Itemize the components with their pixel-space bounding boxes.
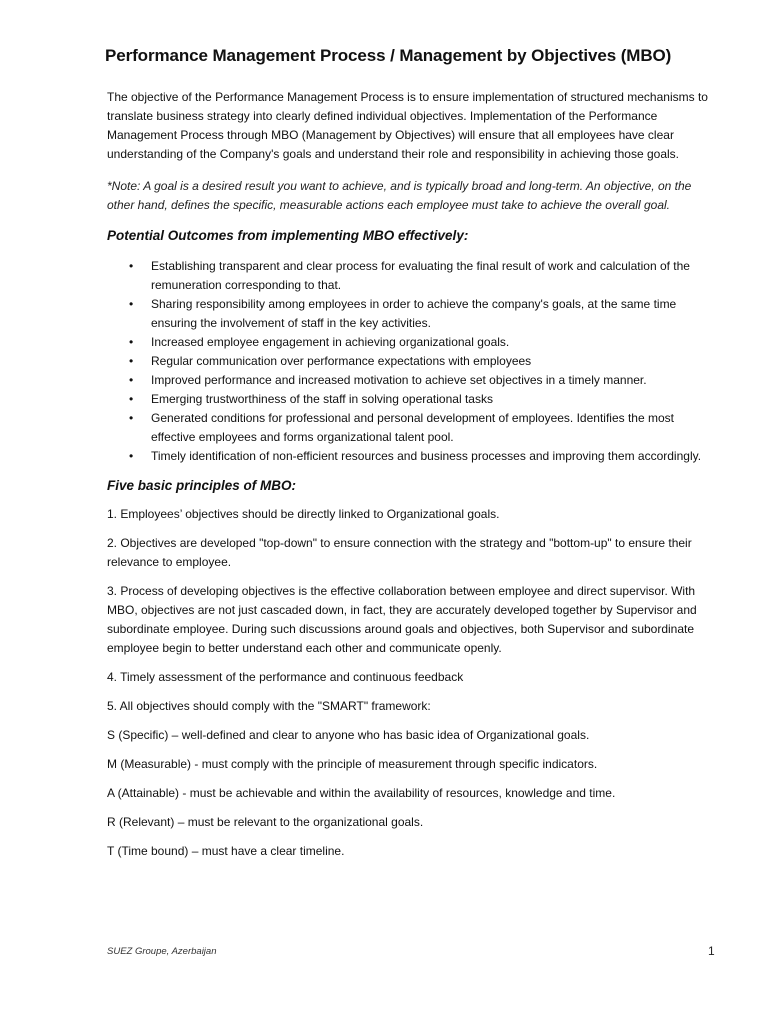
outcome-text: Improved performance and increased motivation to achieve set objectives in a timely manner. [151, 373, 647, 387]
outcome-text: Increased employee engagement in achieving organizational goals. [151, 335, 510, 349]
list-item [107, 333, 715, 352]
smart-item-relevant: R (Relevant) – must be relevant to the organizational goals. [107, 815, 424, 829]
document-page [107, 46, 715, 871]
principle-item: 2. Objectives are developed "top-down" to ensure connection with the strategy and "bottom-up" to ensure their relevance to employee. [107, 536, 692, 569]
note-paragraph: *Note: A goal is a desired result you want to achieve, and is typically broad and long-term. An objective, on the other hand, defines the specific, measurable actions each employee must take to achieve the overall goal. [107, 179, 692, 212]
bullet-icon: • [129, 335, 134, 349]
outcome-text: Timely identification of non-efficient resources and business processes and improving them accordingly. [151, 449, 702, 463]
smart-item-specific: S (Specific) – well-defined and clear to anyone who has basic idea of Organizational goals. [107, 728, 590, 742]
outcome-text: Generated conditions for professional and personal development of employees. Identifies the most effective employees and forms organizational talent pool. [151, 411, 674, 444]
principle-item: 3. Process of developing objectives is the effective collaboration between employee and direct supervisor. With MBO, objectives are not just cascaded down, in fact, they are accurately developed together by Supervisor and subordinate employee. During such discussions around goals and objectives, both Supervisor and subordinate employee begin to better understand each other and communicate openly. [107, 584, 697, 655]
list-item [107, 352, 715, 371]
principle-item: 4. Timely assessment of the performance and continuous feedback [107, 670, 464, 684]
principle-item: 5. All objectives should comply with the "SMART" framework: [107, 699, 431, 713]
smart-item-time-bound: T (Time bound) – must have a clear timeline. [107, 844, 345, 858]
bullet-icon: • [129, 449, 134, 463]
intro-paragraph: The objective of the Performance Management Process is to ensure implementation of structured mechanisms to translate business strategy into clearly defined individual objectives. Implementation of the Performance Management Process through MBO (Management by Objectives) will ensure that all employees have clear understanding of the Company's goals and understand their role and responsibility in achieving those goals. [107, 90, 708, 161]
list-item [107, 390, 715, 409]
page-title: Performance Management Process / Management by Objectives (MBO) [105, 46, 672, 65]
bullet-icon: • [129, 259, 134, 273]
list-item [107, 295, 715, 333]
outcomes-list [107, 257, 715, 466]
smart-item-measurable: M (Measurable) - must comply with the principle of measurement through specific indicators. [107, 757, 598, 771]
principles-heading: Five basic principles of MBO: [107, 478, 297, 493]
bullet-icon: • [129, 373, 134, 387]
page-number: 1 [708, 944, 715, 958]
list-item [107, 371, 715, 390]
list-item [107, 257, 715, 295]
bullet-icon: • [129, 297, 134, 311]
footer-organization: SUEZ Groupe, Azerbaijan [107, 946, 217, 957]
bullet-icon: • [129, 354, 134, 368]
bullet-icon: • [129, 392, 134, 406]
bullet-icon: • [129, 411, 134, 425]
list-item [107, 447, 715, 466]
outcomes-heading: Potential Outcomes from implementing MBO effectively: [107, 228, 469, 243]
list-item [107, 409, 715, 447]
principle-item: 1. Employees’ objectives should be directly linked to Organizational goals. [107, 507, 500, 521]
outcome-text: Emerging trustworthiness of the staff in solving operational tasks [151, 392, 493, 406]
smart-item-attainable: A (Attainable) - must be achievable and within the availability of resources, knowledge and time. [107, 786, 616, 800]
outcome-text: Establishing transparent and clear process for evaluating the final result of work and calculation of the remuneration corresponding to that. [151, 259, 690, 292]
outcome-text: Sharing responsibility among employees in order to achieve the company's goals, at the same time ensuring the involvement of staff in the key activities. [151, 297, 677, 330]
outcome-text: Regular communication over performance expectations with employees [151, 354, 532, 368]
